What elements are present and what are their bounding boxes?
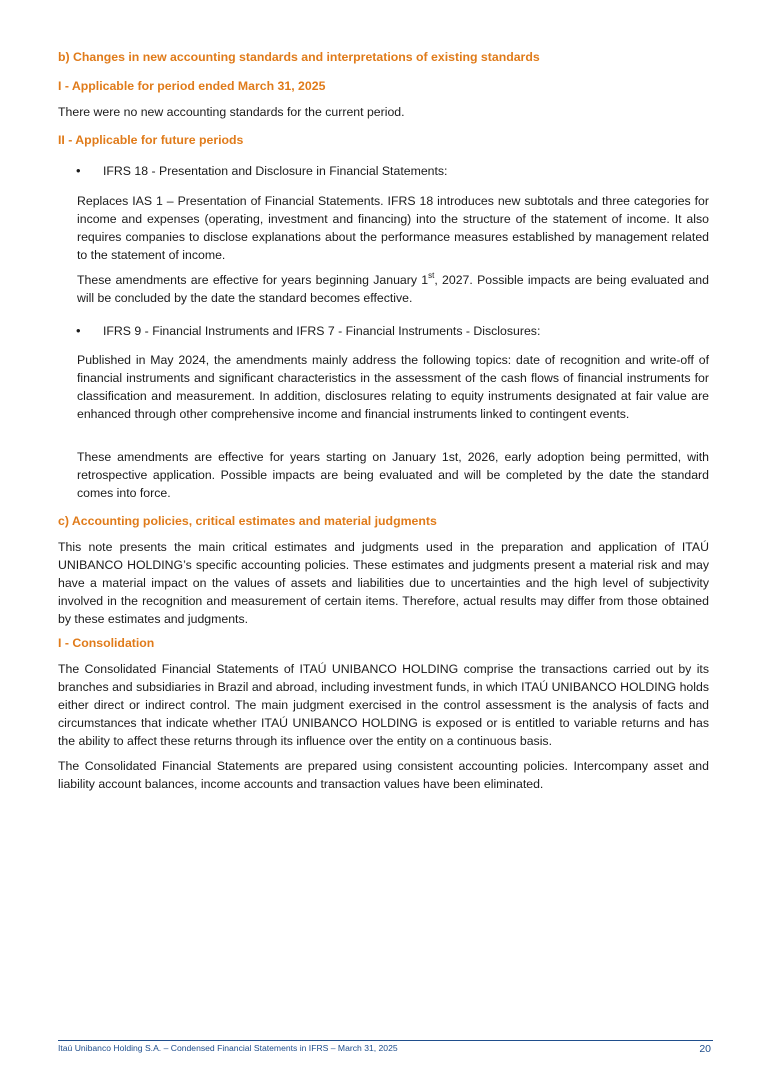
page-number: 20 <box>699 1043 711 1055</box>
consolidation-paragraph-1: The Consolidated Financial Statements of ITAÚ UNIBANCO HOLDING comprise the transactions carried out by its branches and subsidiaries in Brazil and abroad, including investment funds, in which ITAÚ UNIBANCO HOLDING holds either direct or indirect control. The main judgment exercised in the control assessment is the analysis of facts and circumstances that indicate whether ITAÚ UNIBANCO HOLDING is exposed or is entitled to variable returns and has the ability to affect these returns through its influence over the entity on a continuous basis. <box>58 662 709 748</box>
bullet-ifrs9-title: IFRS 9 - Financial Instruments and IFRS 7 - Financial Instruments - Disclosures: <box>103 324 541 338</box>
section-c-sub1-heading: I - Consolidation <box>58 636 155 650</box>
bullet-icon: • <box>76 163 81 178</box>
bullet-icon: • <box>76 323 81 338</box>
bullet-ifrs18-title: IFRS 18 - Presentation and Disclosure in Financial Statements: <box>103 164 448 178</box>
section-b-heading: b) Changes in new accounting standards and interpretations of existing standards <box>58 50 540 64</box>
ifrs18-paragraph-1: Replaces IAS 1 – Presentation of Financial Statements. IFRS 18 introduces new subtotals and three categories for income and expenses (operating, investment and financing) into the structure of the statement of income. It also requires companies to disclose explanations about the performance measures established by management related to the statement of income. <box>77 194 709 262</box>
section-c-intro: This note presents the main critical estimates and judgments used in the preparation and application of ITAÚ UNIBANCO HOLDING’s specific accounting policies. These estimates and judgments present a material risk and may have a material impact on the values of assets and liabilities due to uncertainties and the high level of subjectivity involved in the recognition and measurement of certain items. Therefore, actual results may differ from those obtained by these estimates and judgments. <box>58 540 709 626</box>
ifrs9-paragraph-1: Published in May 2024, the amendments mainly address the following topics: date of recognition and write-off of financial instruments and significant characteristics in the assessment of the cash flows of financial instruments for classification and measurement. In addition, disclosures relating to equity instruments designated at fair value are enhanced through other comprehensive income and financial instruments linked to contingent events. <box>77 353 709 421</box>
section-c-heading: c) Accounting policies, critical estimates and material judgments <box>58 514 437 528</box>
ifrs18-p2-b: , 2027. Possible impacts are being evaluated and will be concluded by the date the standard becomes effective. <box>77 273 709 305</box>
ifrs9-paragraph-2: These amendments are effective for years starting on January 1st, 2026, early adoption being permitted, with retrospective application. Possible impacts are being evaluated and will be completed by the date the standard comes into force. <box>77 450 709 500</box>
ifrs18-p2-sup: st <box>428 270 435 280</box>
consolidation-paragraph-2: The Consolidated Financial Statements are prepared using consistent accounting policies. Intercompany asset and liability account balances, income accounts and transaction values have been eliminated. <box>58 759 709 791</box>
footer-divider <box>58 1040 713 1041</box>
ifrs18-paragraph-2 <box>77 272 709 308</box>
section-b-sub2-heading: II - Applicable for future periods <box>58 133 244 147</box>
section-b-sub1-heading: I - Applicable for period ended March 31, 2025 <box>58 79 326 93</box>
ifrs18-p2-a: These amendments are effective for years beginning January 1 <box>77 273 429 287</box>
footer-title: Itaú Unibanco Holding S.A. – Condensed Financial Statements in IFRS – March 31, 2025 <box>58 1043 398 1053</box>
section-b-sub1-text: There were no new accounting standards for the current period. <box>58 105 405 119</box>
